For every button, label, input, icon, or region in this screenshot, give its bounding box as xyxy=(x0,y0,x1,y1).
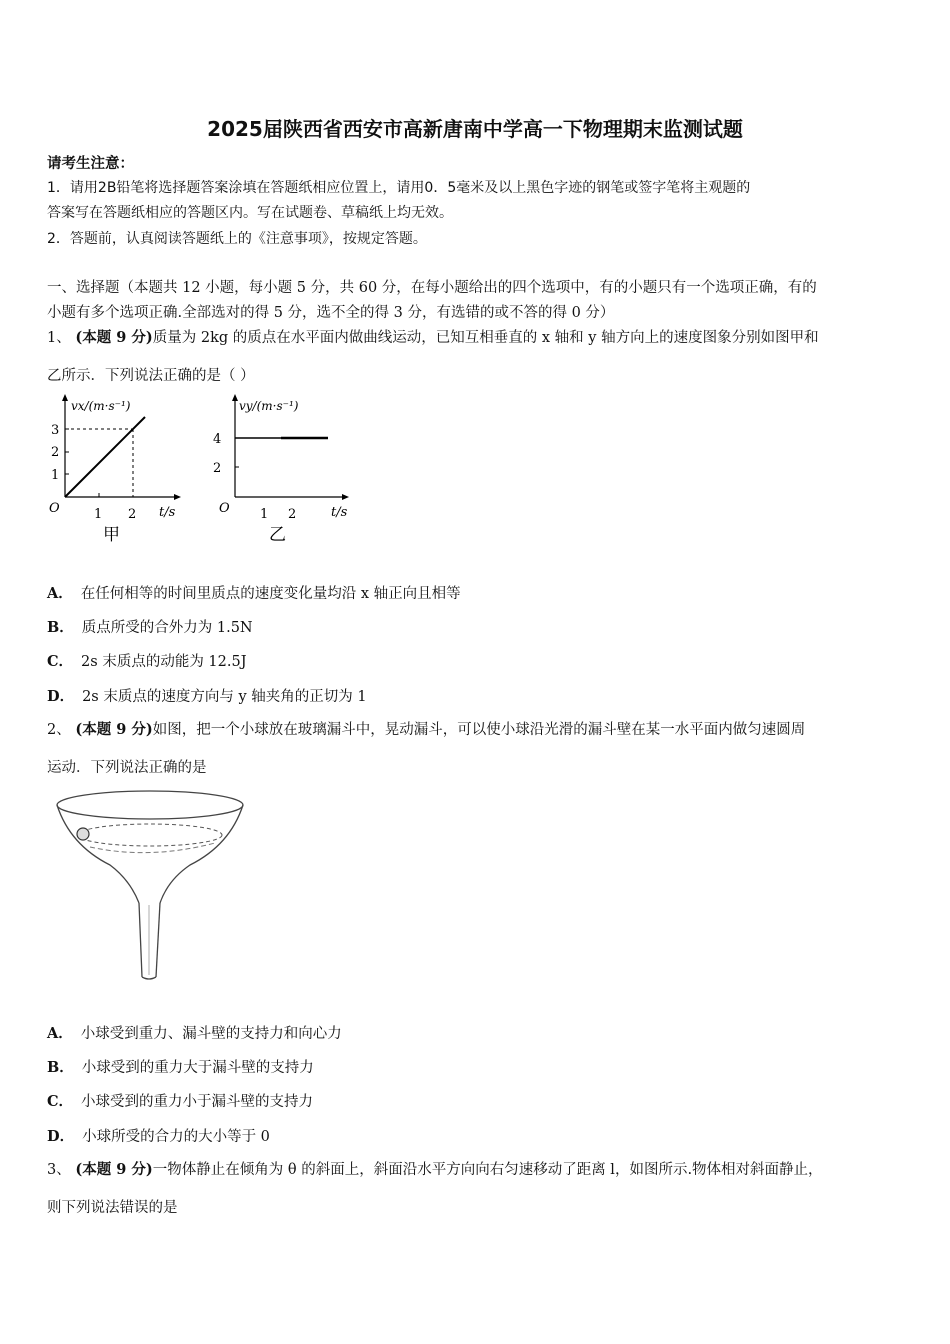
question-points: (本题 9 分) xyxy=(75,721,153,738)
option-text: 2s 末质点的动能为 12.5J xyxy=(81,654,247,670)
funnel-stem-bottom xyxy=(142,977,156,979)
y-axis-arrow xyxy=(232,394,238,401)
funnel-figure xyxy=(50,785,250,985)
funnel-stem-right xyxy=(156,903,160,977)
funnel-rim xyxy=(57,791,243,819)
y-tick-label: 1 xyxy=(51,468,60,483)
y-axis-label: vy/(m·s⁻¹) xyxy=(239,399,299,413)
x-axis-arrow xyxy=(174,494,181,500)
option-text: 质点所受的合外力为 1.5N xyxy=(81,620,253,636)
section-heading-line-1: 一、选择题（本题共 12 小题，每小题 5 分，共 60 分，在每小题给出的四个选项中，有的小题只有一个选项正确，有的 xyxy=(47,280,817,296)
question-1-option-d xyxy=(47,685,367,706)
question-2-stem-line-1 xyxy=(47,718,805,739)
option-text: 2s 末质点的速度方向与 y 轴夹角的正切为 1 xyxy=(82,689,367,705)
option-letter: A． xyxy=(47,1025,73,1042)
question-3-stem-line-1 xyxy=(47,1158,823,1179)
x-tick-label: 2 xyxy=(128,507,137,522)
option-text: 小球所受的合力的大小等于 0 xyxy=(82,1129,270,1145)
x-tick-label: 1 xyxy=(260,507,269,522)
question-stem-text: 如图，把一个小球放在玻璃漏斗中，晃动漏斗，可以使小球沿光滑的漏斗壁在某一水平面内做匀速圆周 xyxy=(152,722,806,738)
question-1-stem-line-1 xyxy=(47,326,819,347)
option-letter: A． xyxy=(47,585,73,602)
funnel-left-wall xyxy=(57,805,139,903)
origin-label: O xyxy=(49,501,60,516)
option-text: 小球受到的重力大于漏斗壁的支持力 xyxy=(81,1060,314,1076)
option-letter: C． xyxy=(47,1093,74,1110)
option-letter: D． xyxy=(47,688,75,705)
option-letter: B． xyxy=(47,1059,74,1076)
notice-item-1-line-2: 答案写在答题纸相应的答题区内。写在试题卷、草稿纸上均无效。 xyxy=(47,205,453,221)
graph-yi xyxy=(213,394,349,544)
y-axis-arrow xyxy=(62,394,68,401)
graph-caption: 乙 xyxy=(269,525,286,544)
graph-caption: 甲 xyxy=(103,525,120,544)
notice-item-1-line-1: 1．请用2B铅笔将选择题答案涂填在答题纸相应位置上，请用0．5毫米及以上黑色字迹的钢笔或签字笔将主观题的 xyxy=(47,180,751,196)
option-letter: B． xyxy=(47,619,74,636)
x-axis-label: t/s xyxy=(159,505,176,520)
ball-orbit xyxy=(78,824,222,846)
y-tick-label: 2 xyxy=(213,461,222,476)
y-tick-label: 3 xyxy=(51,423,60,438)
notice-item-2: 2．答题前，认真阅读答题纸上的《注意事项》，按规定答题。 xyxy=(47,231,427,247)
question-stem-text: 一物体静止在倾角为 θ 的斜面上，斜面沿水平方向向右匀速移动了距离 l，如图所示.物体相对斜面静止， xyxy=(152,1162,823,1178)
question-2-option-b xyxy=(47,1056,314,1077)
question-2-stem-line-2: 运动．下列说法正确的是 xyxy=(47,760,207,776)
graph-jia xyxy=(49,394,181,544)
option-text: 小球受到重力、漏斗壁的支持力和向心力 xyxy=(80,1026,342,1042)
notice-heading: 请考生注意： xyxy=(47,155,134,172)
funnel-right-wall xyxy=(160,805,243,903)
question-points: (本题 9 分) xyxy=(75,329,153,346)
question-1-option-c xyxy=(47,650,247,671)
x-axis-label: t/s xyxy=(331,505,348,520)
velocity-graphs-figure xyxy=(45,392,365,544)
origin-label: O xyxy=(219,501,230,516)
x-tick-label: 2 xyxy=(288,507,297,522)
y-tick-label: 2 xyxy=(51,445,60,460)
y-tick-label: 4 xyxy=(213,432,222,447)
question-number: 1、 xyxy=(47,330,71,346)
question-1-stem-line-2: 乙所示．下列说法正确的是（ ） xyxy=(47,368,255,384)
page-title: 2025届陕西省西安市高新唐南中学高一下物理期末监测试题 xyxy=(207,117,743,141)
question-1-option-b xyxy=(47,616,253,637)
question-number: 2、 xyxy=(47,722,71,738)
ball xyxy=(77,828,89,840)
option-letter: D． xyxy=(47,1128,75,1145)
section-heading-line-2: 小题有多个选项正确.全部选对的得 5 分，选不全的得 3 分，有选错的或不答的得 0 分） xyxy=(47,305,615,321)
option-text: 小球受到的重力小于漏斗壁的支持力 xyxy=(81,1094,314,1110)
x-tick-label: 1 xyxy=(94,507,103,522)
y-axis-label: vx/(m·s⁻¹) xyxy=(71,399,131,413)
x-axis-arrow xyxy=(342,494,349,500)
question-3-stem-line-2: 则下列说法错误的是 xyxy=(47,1200,178,1216)
question-stem-text: 质量为 2kg 的质点在水平面内做曲线运动，已知互相垂直的 x 轴和 y 轴方向上的速度图象分别如图甲和 xyxy=(152,330,819,346)
question-2-option-a xyxy=(47,1022,342,1043)
question-number: 3、 xyxy=(47,1162,71,1178)
option-letter: C． xyxy=(47,653,74,670)
question-1-option-a xyxy=(47,582,461,603)
question-2-option-d xyxy=(47,1125,270,1146)
question-2-option-c xyxy=(47,1090,313,1111)
question-points: (本题 9 分) xyxy=(75,1161,153,1178)
option-text: 在任何相等的时间里质点的速度变化量均沿 x 轴正向且相等 xyxy=(80,586,461,602)
funnel-stem-left xyxy=(139,903,142,977)
